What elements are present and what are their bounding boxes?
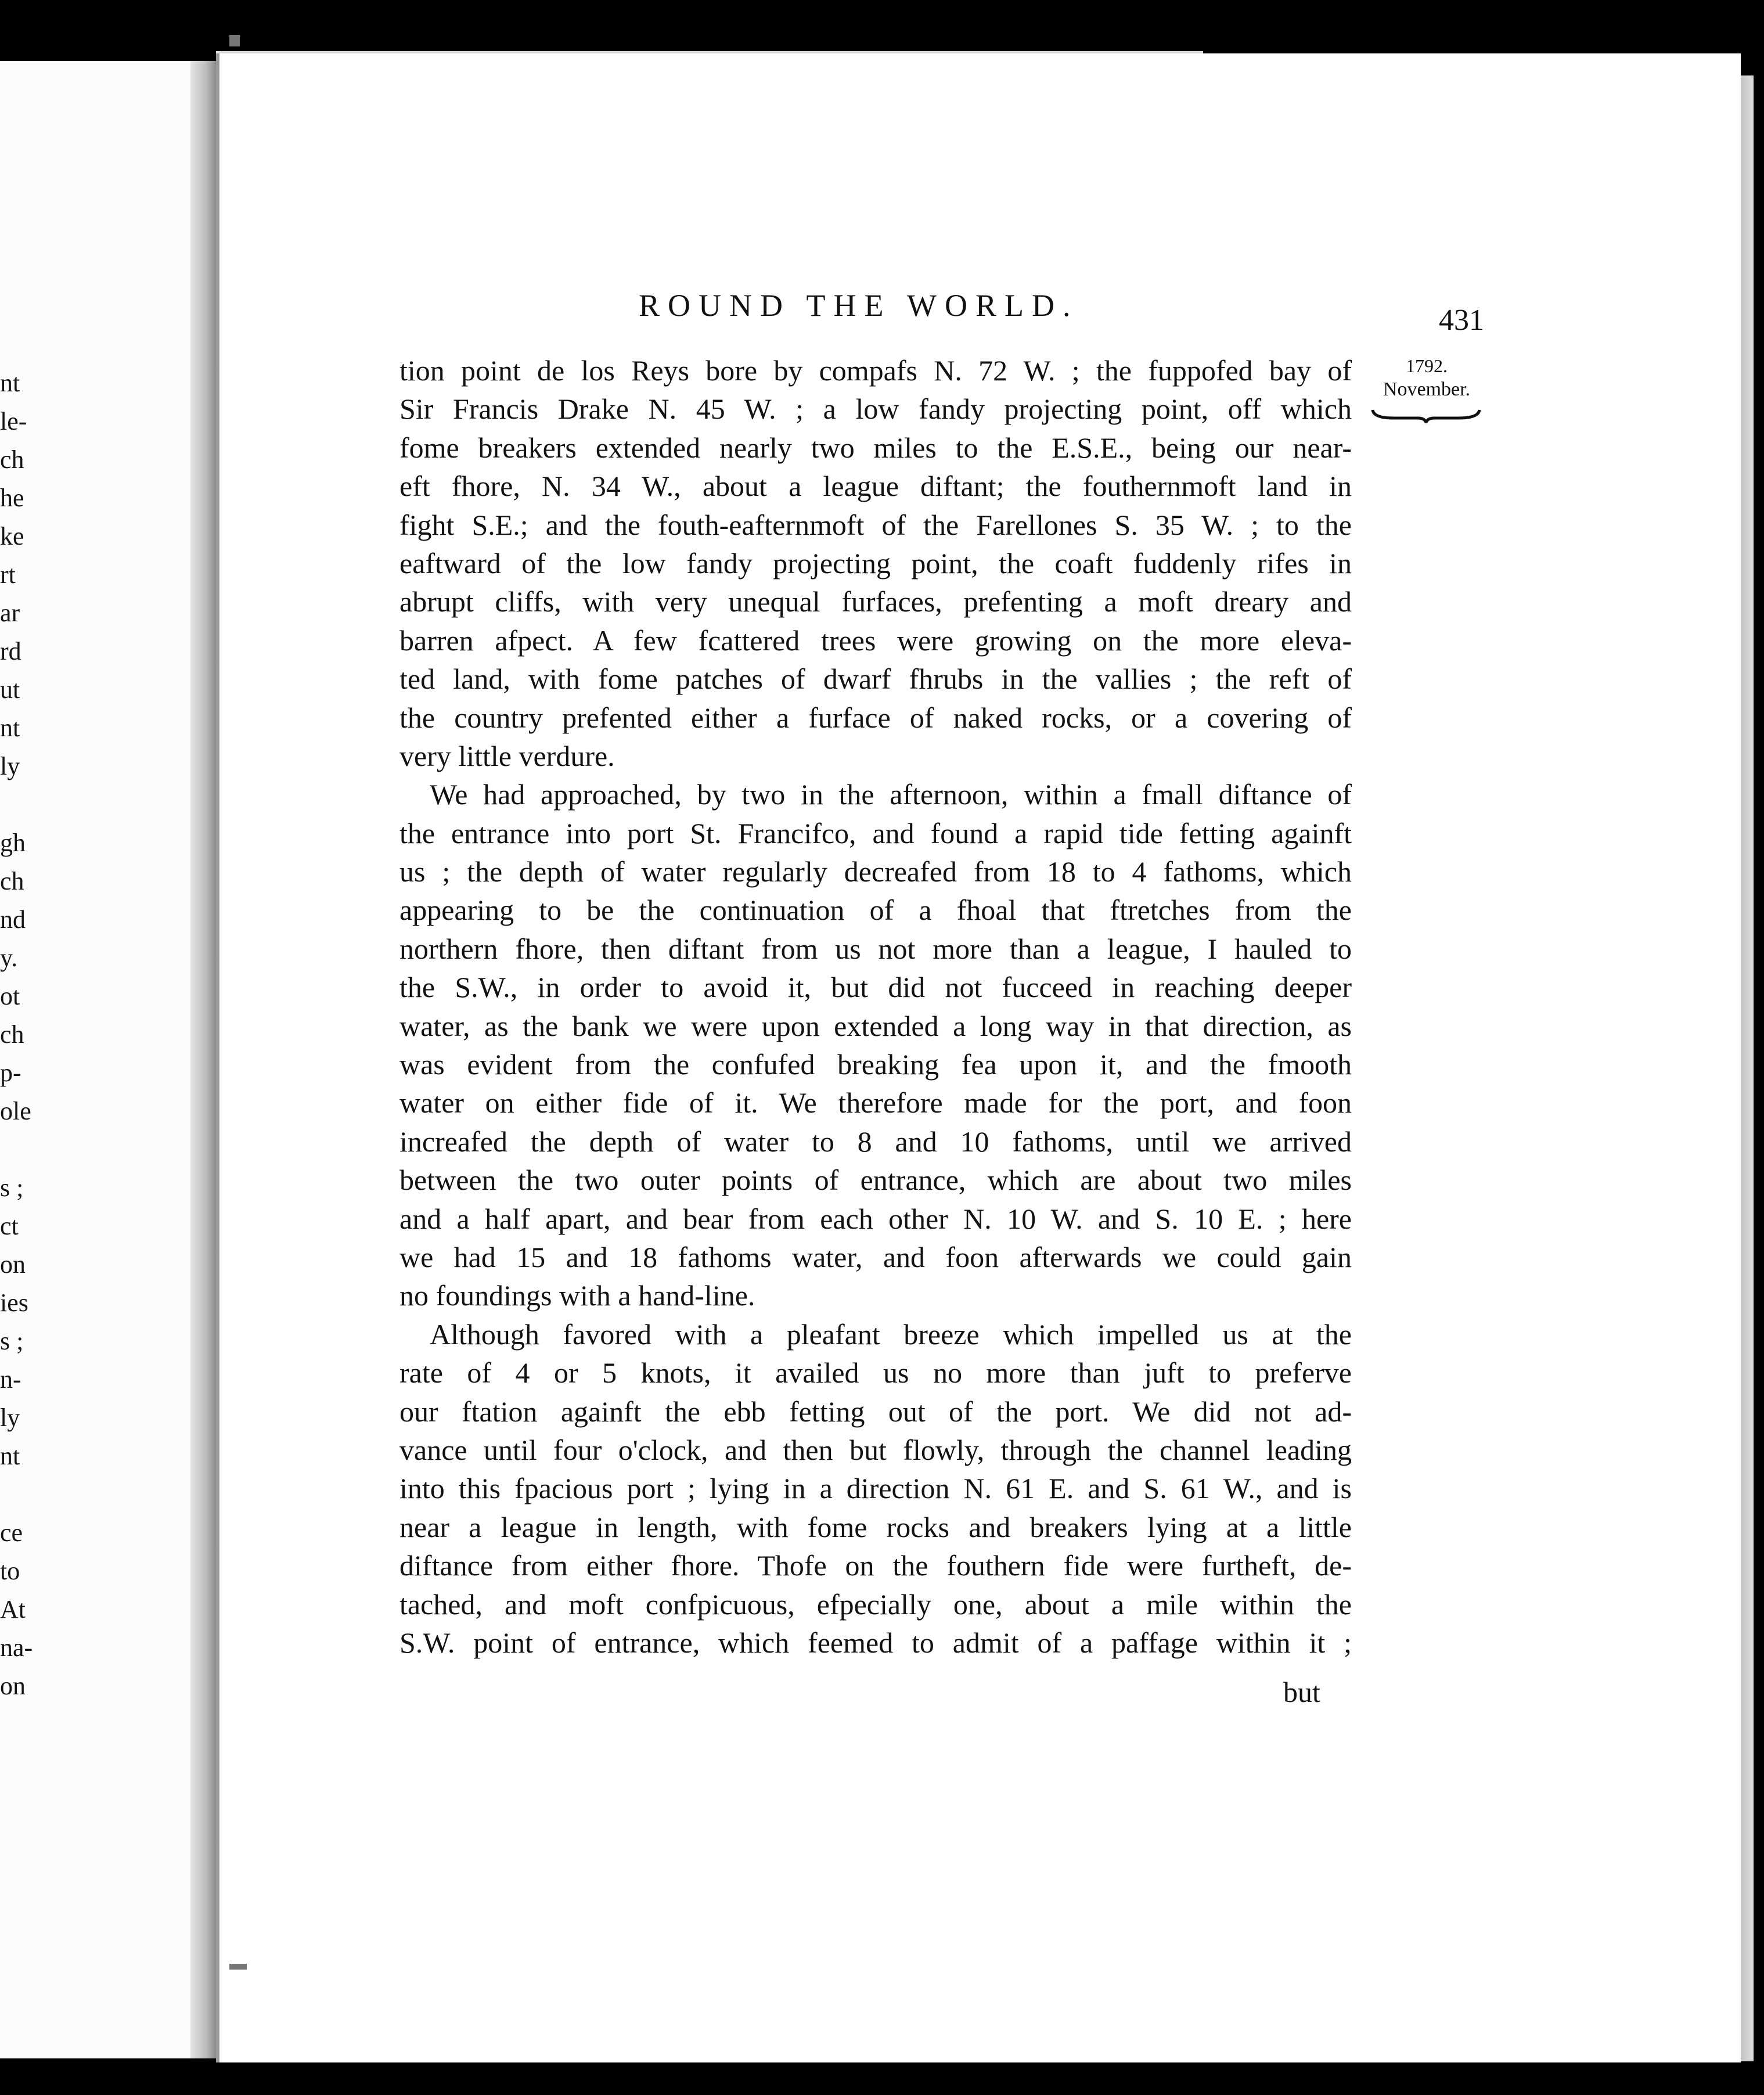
running-head: ROUND THE WORLD.: [639, 288, 1079, 323]
text-line: was evident from the confufed breaking fea upon it, and the fmooth: [399, 1048, 1352, 1081]
left-fragment-line: ch: [0, 1020, 24, 1049]
text-line: the S.W., in order to avoid it, but did not fucceed in reaching deeper: [399, 971, 1352, 1004]
left-fragment-line: ce: [0, 1518, 23, 1547]
left-fragment-line: to: [0, 1557, 20, 1585]
body-text: [399, 351, 1352, 1662]
left-fragment-line: nt: [0, 369, 20, 397]
text-line: Sir Francis Drake N. 45 W. ; a low fandy projecting point, off which: [399, 393, 1352, 426]
left-fragment-line: rd: [0, 637, 21, 665]
text-line: S.W. point of entrance, which feemed to admit of a paffage within it ;: [399, 1626, 1352, 1659]
text-line: and a half apart, and bear from each other N. 10 W. and S. 10 E. ; here: [399, 1202, 1352, 1235]
left-fragment-line: ies: [0, 1288, 28, 1317]
text-line: eaftward of the low fandy projecting point, the coaft fuddenly rifes in: [399, 546, 1352, 579]
margin-note-year: 1792.: [1406, 355, 1448, 376]
text-line: fome breakers extended nearly two miles to the E.S.E., being our near-: [399, 431, 1352, 464]
margin-note-month: November.: [1383, 379, 1471, 400]
text-line: vance until four o'clock, and then but flowly, through the channel leading: [399, 1433, 1352, 1466]
left-fragment-line: ch: [0, 867, 24, 895]
text-line: the entrance into port St. Francifco, and found a rapid tide fetting againft: [399, 816, 1352, 849]
catchword: but: [1283, 1676, 1320, 1708]
text-line: very little verdure.: [399, 739, 615, 772]
left-fragment-line: ch: [0, 445, 24, 474]
scan-speck: [229, 1964, 247, 1970]
left-fragment-line: [0, 1475, 70, 1514]
text-line: between the two outer points of entrance, which are about two miles: [399, 1164, 1352, 1197]
left-fragment-line: ot: [0, 982, 20, 1010]
text-line: the country prefented either a furface of naked rocks, or a covering of: [399, 701, 1352, 734]
left-fragment-line: le-: [0, 407, 27, 435]
left-fragment-line: ar: [0, 599, 20, 627]
paragraph: [399, 1315, 1352, 1662]
text-line: ted land, with fome patches of dwarf fhrubs in the vallies ; the reft of: [399, 663, 1352, 696]
left-page-text-fragments: [0, 364, 70, 1705]
left-page: [0, 61, 216, 2058]
scan-speck: [229, 35, 240, 46]
left-fragment-line: he: [0, 484, 24, 512]
text-line: into this fpacious port ; lying in a direction N. 61 E. and S. 61 W., and is: [399, 1472, 1352, 1505]
left-fragment-line: s ;: [0, 1174, 24, 1202]
left-fragment-line: ole: [0, 1097, 31, 1125]
paragraph: [399, 775, 1352, 1315]
left-fragment-line: gh: [0, 829, 26, 857]
left-fragment-line: s ;: [0, 1327, 24, 1355]
left-fragment-line: nt: [0, 714, 20, 742]
left-fragment-line: p-: [0, 1059, 21, 1087]
left-fragment-line: ly: [0, 752, 20, 780]
text-line: our ftation againft the ebb fetting out of the port. We did not ad-: [399, 1395, 1352, 1428]
text-line: abrupt cliffs, with very unequal furfaces, prefenting a moft dreary and: [399, 585, 1352, 618]
text-line: us ; the depth of water regularly decreafed from 18 to 4 fathoms, which: [399, 855, 1352, 888]
text-line: no foundings with a hand-line.: [399, 1279, 755, 1312]
left-fragment-line: na-: [0, 1633, 33, 1662]
left-fragment-line: At: [0, 1595, 26, 1624]
text-line: eft fhore, N. 34 W., about a league diftant; the fouthernmoft land in: [399, 470, 1352, 503]
text-line: appearing to be the continuation of a fhoal that ftretches from the: [399, 894, 1352, 927]
text-line: tached, and moft confpicuous, efpecially one, about a mile within the: [399, 1588, 1352, 1621]
text-line: tion point de los Reys bore by compafs N. 72 W. ; the fuppofed bay of: [399, 354, 1352, 387]
text-line: diftance from either fhore. Thofe on the fouthern fide were furtheft, de-: [399, 1549, 1352, 1582]
left-fragment-line: ke: [0, 522, 24, 550]
text-line: water on either fide of it. We therefore made for the port, and foon: [399, 1086, 1352, 1120]
left-fragment-line: ct: [0, 1212, 19, 1240]
left-fragment-line: on: [0, 1672, 26, 1700]
left-fragment-line: y.: [0, 944, 18, 972]
left-fragment-line: nt: [0, 1442, 20, 1470]
text-line: Although favored with a pleafant breeze which impelled us at the: [430, 1318, 1352, 1351]
paragraph: [399, 351, 1352, 775]
left-fragment-line: [0, 786, 70, 824]
text-line: we had 15 and 18 fathoms water, and foon afterwards we could gain: [399, 1240, 1352, 1273]
left-fragment-line: n-: [0, 1365, 21, 1394]
left-fragment-line: on: [0, 1250, 26, 1279]
text-line: barren afpect. A few fcattered trees were growing on the more eleva-: [399, 624, 1352, 657]
margin-brace-icon: [1370, 406, 1482, 424]
left-fragment-line: ut: [0, 675, 20, 704]
left-fragment-line: [0, 1131, 70, 1169]
text-line: fight S.E.; and the fouth-eafternmoft of the Farellones S. 35 W. ; to the: [399, 508, 1352, 541]
left-fragment-line: nd: [0, 905, 26, 934]
text-line: rate of 4 or 5 knots, it availed us no more than juft to preferve: [399, 1356, 1352, 1390]
left-fragment-line: ly: [0, 1403, 20, 1432]
left-page-edge: [190, 61, 216, 2058]
left-fragment-line: rt: [0, 560, 16, 589]
text-line: water, as the bank we were upon extended a long way in that direction, as: [399, 1009, 1352, 1042]
text-line: near a league in length, with fome rocks and breakers lying at a little: [399, 1510, 1352, 1543]
text-line: northern fhore, then diftant from us not more than a league, I hauled to: [399, 932, 1352, 965]
text-line: increafed the depth of water to 8 and 10 fathoms, until we arrived: [399, 1125, 1352, 1158]
page-number: 431: [1439, 304, 1484, 337]
text-line: We had approached, by two in the afternoon, within a fmall diftance of: [430, 778, 1352, 811]
